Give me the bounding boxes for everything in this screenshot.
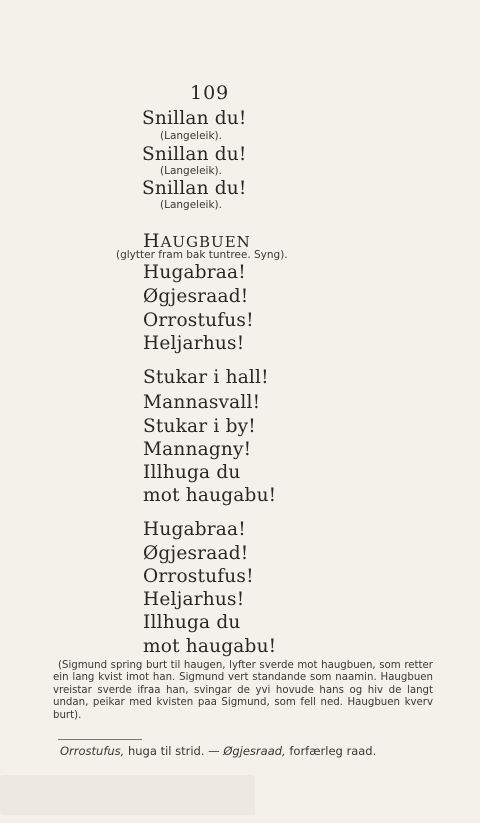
verse-line: Orrostufus! xyxy=(143,310,254,331)
stage-note: (Langeleik). xyxy=(160,165,222,177)
footnote xyxy=(60,744,376,758)
stage-note: (Langeleik). xyxy=(160,199,222,211)
footnote-def: huga til strid. — xyxy=(124,744,224,758)
footnote-term: Orrostufus, xyxy=(60,744,125,758)
verse-line: Orrostufus! xyxy=(143,566,254,587)
stage-direction: (glytter fram bak tuntree. Syng). xyxy=(116,249,288,261)
verse-line: Stukar i hall! xyxy=(143,367,269,388)
verse-line: Illhuga du xyxy=(143,612,241,633)
verse-line: Heljarhus! xyxy=(143,333,245,354)
verse-line: Mannasvall! xyxy=(143,392,261,413)
verse-line: Heljarhus! xyxy=(143,589,245,610)
footnote-rule xyxy=(58,739,142,740)
verse-line: mot haugabu! xyxy=(143,636,277,657)
heading-rest: AUGBUEN xyxy=(160,233,251,251)
page-smudge xyxy=(0,775,255,815)
verse-line: Hugabraa! xyxy=(143,262,246,283)
stage-paragraph xyxy=(53,660,433,722)
paragraph-text: (Sigmund spring burt til haugen, lyfter sverde mot haugbuen, som retter ein lang kvist imot han. Sigmund vert standande som naamin. Haugbuen vreistar sverde ifraa han, svingar de yvi hovude hans og hiv de langt undan, peikar med kvisten paa Sigmund, som fell ned. Haugbuen kverv burt). xyxy=(53,660,433,721)
verse-line: Snillan du! xyxy=(142,108,247,129)
verse-line: Snillan du! xyxy=(142,144,247,165)
verse-line: Øgjesraad! xyxy=(143,543,249,564)
verse-line: Snillan du! xyxy=(142,178,247,199)
verse-line: Hugabraa! xyxy=(143,519,246,540)
verse-line: Mannagny! xyxy=(143,439,252,460)
verse-line: Illhuga du xyxy=(143,462,241,483)
page-number: 109 xyxy=(190,82,230,104)
footnote-term: Øgjesraad, xyxy=(223,744,286,758)
verse-line: mot haugabu! xyxy=(143,485,277,506)
verse-line: Stukar i by! xyxy=(143,416,256,437)
stage-note: (Langeleik). xyxy=(160,130,222,142)
verse-line: Øgjesraad! xyxy=(143,286,249,307)
footnote-def: forfærleg raad. xyxy=(285,744,377,758)
heading-initial: H xyxy=(143,230,161,252)
